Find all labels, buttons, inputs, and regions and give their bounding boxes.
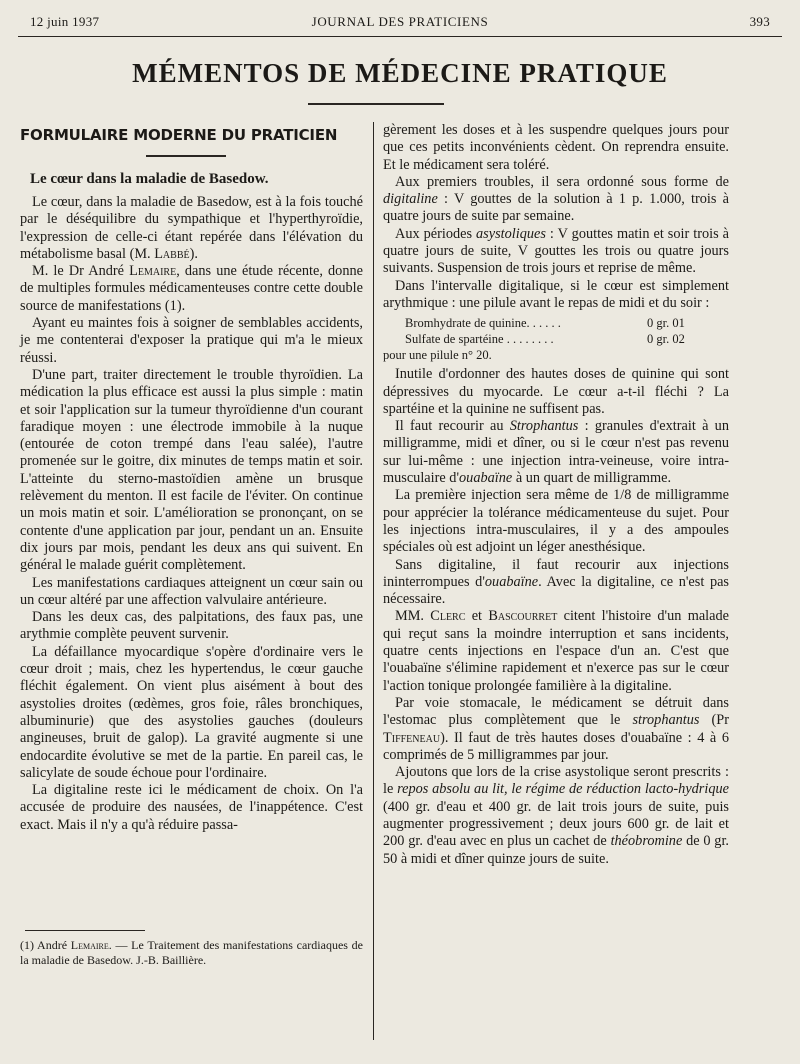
text-run: La digitaline reste ici le médicament de choix. On l'a accusée de produire des nausées, de l'inappétence. C'est exact. Mais il n'y a qu'à réduire passa- — [20, 782, 363, 833]
text-run: Les manifestations cardiaques atteignent un cœur sain ou un cœur altéré par une affection valvulaire antérieure. — [20, 574, 363, 608]
text-run: ). Il faut de très hautes doses d'ouabaïne : 4 à 6 comprimés de 5 milligrammes par jour. — [383, 729, 729, 763]
text-run: Ayant eu maintes fois à soigner de semblables accidents, je me contenterai d'exposer la pratique qui m'a le mieux réussi. — [20, 315, 363, 366]
text-run: Sans digitaline, il faut recourir aux injections ininterrompues d' — [383, 556, 729, 590]
author-name: Tiffeneau — [383, 729, 441, 746]
author-name: Clerc — [430, 608, 466, 625]
text-run: (1) André — [20, 938, 71, 952]
emphasis-text: ouabaïne — [484, 573, 539, 590]
left-body — [20, 194, 363, 834]
section-rule — [146, 155, 226, 157]
right-body-b — [383, 366, 729, 868]
article-title: Le cœur dans la maladie de Basedow. — [30, 171, 269, 187]
text-run: Aux premiers troubles, il sera ordonné sous forme de — [395, 173, 729, 190]
text-run: (400 gr. d'eau et 400 gr. de lait trois jours de suite, puis augmenter progressivement ; deux jours 600 gr. de lait et 200 gr. d'eau avec en plus un cachet de — [383, 798, 729, 850]
header-page-number: 393 — [749, 14, 770, 29]
author-name: Lemaire — [70, 938, 109, 952]
emphasis-text: ouabaïne — [459, 470, 513, 487]
running-header — [30, 14, 770, 34]
formula-drug: Sulfate de spartéine . . . . . . . . — [405, 332, 554, 347]
author-name: Labbé — [154, 245, 190, 262]
formula-line — [383, 331, 729, 347]
paragraph — [383, 226, 729, 278]
left-column — [20, 122, 363, 834]
paragraph — [383, 608, 729, 694]
author-name: Lemaire — [129, 263, 177, 280]
paragraph — [20, 782, 363, 834]
text-run: citent l'histoire d'un malade qui reçut sans la moindre interruption et sans incidents, quatre cents injections en l'espace d'un an. C'est que l'ouabaïne s'élimine rapidement et n'exerce pas sur le cœur l'action tonique prolongée familière à la digitaline. — [383, 608, 729, 694]
text-run: : V gouttes de la solution à 1 p. 1.000, trois à quatre jours de suite par semaine. — [383, 191, 729, 225]
text-run: Aux périodes — [395, 225, 477, 242]
paragraph — [20, 575, 363, 610]
paragraph — [20, 609, 363, 644]
text-run: MM. — [395, 608, 431, 625]
paragraph — [383, 764, 729, 868]
text-run: à un quart de milligramme. — [512, 470, 672, 487]
paragraph — [383, 487, 729, 556]
right-column — [383, 122, 729, 868]
paragraph — [20, 367, 363, 575]
formula-note: pour une pilule n° 20. — [383, 348, 492, 363]
text-run: . — Le Traitement des manifestations cardiaques de la maladie de Basedow. J.-B. Baillière. — [20, 938, 363, 967]
main-title: MÉMENTOS DE MÉDECINE PRATIQUE — [132, 58, 668, 88]
emphasis-text: théobromine — [610, 833, 683, 850]
emphasis-text: digitaline — [383, 191, 438, 208]
text-run: D'une part, traiter directement le trouble thyroïdien. La médication la plus efficace est aussi la plus simple : matin et soir l'application sur la tumeur thyroïdienne d'un courant faradique moyen : une électrode immobile à la nuque (entourée de coton trempé dans l'eau salée), l'autre promenée sur le goitre, dix minutes de temps matin et soir. L'atteinte du sterno-mastoïdien amène un brusque relèvement du menton. Il est facile de l'éviter. On continue un mois matin et soir. L'amélioration se prononçant, on se contente d'une application par jour, pendant un an. Ensuite dix jours par mois, pendant les deux ans qui suivent. En général le malade guérit complètement. — [20, 366, 363, 574]
text-run: La défaillance myocardique s'opère d'ordinaire vers le cœur droit ; mais, chez les hypertendus, le cœur gauche fléchit également. On vient plus aisément à bout des asystolies droites (œdèmes, gros foie, râles bronchiques, albuminurie) que des asystolies gauches (douleurs angineuses, bruit de galop). La gravité augmente si une endocardite évolutive se met de la partie. En pareil cas, le salicylate de soude échoue pour l'ordinaire. — [20, 643, 363, 781]
right-body-a — [383, 122, 729, 312]
paragraph — [383, 418, 729, 487]
text-run: (Pr — [699, 712, 729, 729]
paragraph — [383, 366, 729, 418]
paragraph — [20, 194, 363, 263]
formula-dose: 0 gr. 01 — [647, 316, 685, 331]
column-divider — [373, 122, 374, 1040]
text-run: Par voie stomacale, le médicament se détruit dans l'estomac plus complètement que le — [383, 694, 729, 729]
text-run: Ajoutons que lors de la crise asystolique seront prescrits : le — [383, 764, 729, 798]
formula-dose: 0 gr. 02 — [647, 332, 685, 347]
text-run: et — [465, 608, 489, 625]
header-date: 12 juin 1937 — [30, 14, 100, 29]
paragraph — [383, 695, 729, 764]
text-run: : V gouttes matin et soir trois à quatre jours de suite, V gouttes les trois ou quatre jours suivants. Suspension de trois jours et reprise de même. — [383, 225, 729, 277]
text-run: , dans une étude récente, donne de multiples formules médicamenteuses contre cette double source de manifestations (1). — [20, 263, 363, 314]
emphasis-text: Strophantus — [509, 418, 579, 435]
paragraph — [20, 644, 363, 782]
text-run: La première injection sera même de 1/8 de milligramme pour apprécier la tolérance médicamenteuse du sujet. Pour les injections intra-musculaires, il y a des ampoules spéciales où est adjoint un léger anesthésique. — [383, 487, 729, 556]
paragraph — [383, 278, 729, 313]
text-run: ). — [189, 245, 198, 262]
section-title: FORMULAIRE MODERNE DU PRATICIEN — [20, 126, 338, 144]
footnote-rule — [25, 930, 145, 931]
prescription-formula — [383, 315, 729, 363]
text-run: M. le Dr André — [32, 263, 130, 280]
emphasis-text: asystoliques — [476, 225, 546, 242]
formula-line — [383, 315, 729, 331]
text-run: Dans les deux cas, des palpitations, des faux pas, une arythmie complète peuvent survenir. — [20, 609, 363, 643]
footnote — [20, 938, 363, 967]
author-name: Bascourret — [488, 608, 558, 625]
paragraph — [383, 122, 729, 174]
text-run: de 0 gr. 50 à midi et dîner quinze jours de suite. — [383, 833, 729, 867]
emphasis-text: strophantus — [632, 712, 700, 729]
text-run: Dans l'intervalle digitalique, si le cœur est simplement arythmique : une pilule avant le repas de midi et du soir : — [383, 277, 729, 311]
header-journal-name: JOURNAL DES PRATICIENS — [311, 14, 489, 29]
paragraph — [20, 263, 363, 315]
formula-drug: Bromhydrate de quinine. . . . . . — [405, 316, 561, 331]
paragraph — [383, 557, 729, 609]
text-run: : granules d'extrait à un milligramme, midi et dîner, ou si le cœur n'est pas revenu sur lui-même : une injection intra-veineuse, voire intra-musculaire d' — [383, 418, 729, 487]
text-run: . Avec la digitaline, ce n'est pas nécessaire. — [383, 573, 729, 608]
header-rule — [18, 36, 782, 37]
emphasis-text: repos absolu au lit, le régime de réduction lacto-hydrique — [397, 781, 729, 798]
title-rule — [308, 103, 444, 105]
text-run: gèrement les doses et à les suspendre quelques jours pour que ces petits inconvénients cèdent. On reprendra ensuite. Et le médicament sera toléré. — [383, 122, 729, 173]
text-run: Inutile d'ordonner des hautes doses de quinine qui sont dépressives du myocarde. Le cœur a-t-il fléchi ? La spartéine et la quinine ne suffisent pas. — [383, 366, 729, 417]
paragraph — [20, 315, 363, 367]
text-run: Il faut recourir au — [395, 418, 510, 435]
paragraph — [383, 174, 729, 226]
text-run: Le cœur, dans la maladie de Basedow, est à la fois touché par le déséquilibre du sympathique et l'hyperthyroïdie, l'expression de celle-ci étant repérée dans l'élévation du métabolisme basal (M. — [20, 194, 363, 262]
